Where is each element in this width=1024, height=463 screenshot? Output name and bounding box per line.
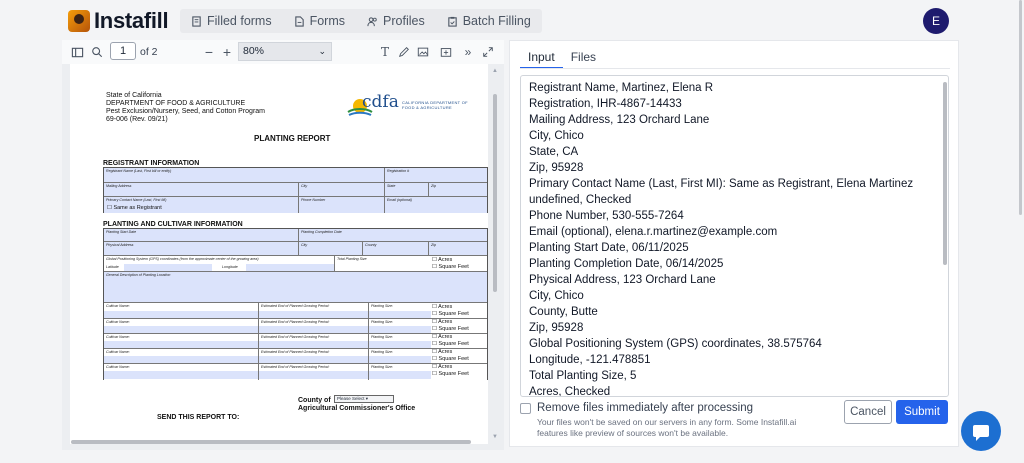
remove-files-option[interactable] [520,402,753,414]
planting-size-input[interactable] [369,356,431,363]
acres-checkbox[interactable]: ☐ Acres [432,304,453,310]
horizontal-scrollbar[interactable] [71,440,471,444]
registrant-form [103,167,488,213]
zoom-select[interactable] [238,42,332,61]
longitude-input[interactable] [246,264,334,271]
field-label: Global Positioning System (GPS) coordinates (from the approximate center of the growing area) [106,257,259,261]
input-lines [529,80,929,397]
growing-period-input[interactable] [259,311,369,318]
field-label: General Description of Planting Location [106,273,171,277]
nav-tab-forms[interactable] [283,9,356,33]
square-feet-checkbox[interactable]: ☐ Square Feet [432,371,469,377]
doc-header-line: Pest Exclusion/Nursery, Seed, and Cotton Program [106,108,266,115]
input-line: Email (optional), elena.r.martinez@example.com [529,226,778,238]
registration-cell[interactable]: Registration # [384,168,385,182]
nav-tab-label: Forms [309,14,346,28]
planting-size-input[interactable] [369,341,431,348]
more-tools-icon[interactable]: » [464,45,472,59]
input-line: Primary Contact Name (Last, First MI): Same as Registrant, Elena Martinez [529,178,914,190]
completion-cell[interactable]: Planting Completion Date [298,229,299,241]
text-tool-icon[interactable]: T [380,45,389,59]
form-row [104,168,487,183]
submit-button[interactable]: Submit [896,400,948,424]
input-line: Phone Number, 530-555-7264 [529,210,684,222]
cultivar-row: Cultivar Name: Estimated End of Planned Growing Period: Planting Size: ☐ Acres ☐ Square Feet [104,334,487,349]
chat-button[interactable] [961,411,1001,451]
add-page-icon[interactable] [439,45,453,59]
square-feet-checkbox[interactable]: ☐ Square Feet [432,264,469,270]
square-feet-checkbox[interactable]: ☐ Square Feet [432,311,469,317]
square-feet-checkbox[interactable]: ☐ Square Feet [432,341,469,347]
planting-size-input[interactable] [369,311,431,318]
cultivar-row: Cultivar Name: Estimated End of Planned Growing Period: Planting Size: ☐ Acres ☐ Square Feet [104,303,487,319]
cultivar-input[interactable] [104,311,258,318]
county-select[interactable]: Please Select ▾ [334,395,394,403]
cultivar-input[interactable] [104,341,258,348]
square-feet-checkbox[interactable]: ☐ Square Feet [432,356,469,362]
form-row [104,229,487,242]
cdfa-logo-sub: CALIFORNIA DEPARTMENT OF FOOD & AGRICULTURE [402,100,468,110]
sidebar-toggle-icon[interactable] [70,45,84,59]
nav-tab-label: Profiles [383,14,425,28]
zip-cell[interactable]: Zip [428,183,429,196]
growing-period-input[interactable] [259,356,369,363]
page-scrollbar[interactable] [1019,0,1022,215]
acres-checkbox[interactable]: ☐ Acres [432,349,453,355]
tab-files[interactable]: Files [570,50,597,64]
zip-cell[interactable]: Zip [428,242,429,255]
nav-tab-label: Filled forms [207,14,272,28]
input-line: Global Positioning System (GPS) coordinates, 38.575764 [529,338,822,350]
input-line: Registration, IHR-4867-14433 [529,98,682,110]
send-to-label: SEND THIS REPORT TO: [157,414,240,421]
cancel-button[interactable]: Cancel [844,400,892,424]
nav-tab-batch-filling[interactable] [436,9,542,33]
input-line: Physical Address, 123 Orchard Lane [529,274,716,286]
input-line: undefined, Checked [529,194,632,206]
search-icon[interactable] [90,45,104,59]
city-cell[interactable]: City [298,183,299,196]
scroll-down-icon[interactable]: ▼ [492,434,498,440]
state-cell[interactable]: State [384,183,385,196]
remove-files-checkbox[interactable] [520,403,531,414]
cultivar-input[interactable] [104,371,258,379]
pdf-page [70,64,488,444]
app-logo[interactable] [68,8,168,34]
form-row [104,197,487,213]
page-number-input[interactable]: 1 [110,42,136,60]
vertical-scrollbar[interactable] [493,94,497,450]
county-label: County of [298,397,331,404]
growing-period-input[interactable] [259,371,369,379]
clipboard-icon [447,16,458,27]
tab-input[interactable]: Input [520,47,563,69]
acres-checkbox[interactable]: ☐ Acres [432,364,453,370]
draw-icon[interactable] [397,45,411,59]
field-label: Planting Start Date [106,230,137,234]
doc-header-line: State of California [106,92,162,99]
field-label: Longitude [222,265,238,269]
growing-period-input[interactable] [259,341,369,348]
form-row [104,256,487,272]
tab-divider [520,68,950,69]
document-area[interactable] [62,64,504,450]
field-label: Registrant Name (Last, First bill or entity) [106,169,172,173]
square-feet-checkbox[interactable]: ☐ Square Feet [432,326,469,332]
remove-files-label: Remove files immediately after processing [537,402,754,414]
nav-tab-profiles[interactable] [356,9,436,33]
planting-form [103,228,488,380]
city-cell[interactable]: City [298,242,299,255]
county-cell[interactable]: County [362,242,363,255]
form-row [104,242,487,256]
scroll-thumb[interactable] [493,94,497,292]
input-line: Planting Completion Date, 06/14/2025 [529,258,724,270]
input-textarea[interactable] [520,75,949,397]
fullscreen-icon[interactable] [481,45,495,59]
panel-tabs [520,47,604,69]
file-icon [294,16,305,27]
cultivar-input[interactable] [104,326,258,333]
main-nav [180,9,542,33]
section-registrant: REGISTRANT INFORMATION [103,160,200,167]
zoom-in-icon[interactable]: + [222,44,232,60]
user-avatar[interactable]: E [923,8,949,34]
total-size-cell[interactable]: Total Planting Size [334,256,335,271]
cultivar-row: Cultivar Name: Estimated End of Planned Growing Period: Planting Size: ☐ Acres ☐ Square Feet [104,364,487,380]
input-line: Registrant Name, Martinez, Elena R [529,82,714,94]
input-line: Mailing Address, 123 Orchard Lane [529,114,710,126]
cultivar-row: Cultivar Name: Estimated End of Planned Growing Period: Planting Size: ☐ Acres ☐ Square Feet [104,349,487,364]
input-line: County, Butte [529,306,598,318]
cultivar-input[interactable] [104,356,258,363]
textarea-scrollbar[interactable] [943,82,947,265]
input-line: State, CA [529,146,579,158]
same-as-registrant-checkbox[interactable]: ☐ Same as Registrant [107,205,162,211]
app-name: Instafill [94,8,169,33]
field-label: Primary Contact Name (Last, First MI) [106,198,167,202]
acres-checkbox[interactable]: ☐ Acres [432,257,453,263]
chat-icon [973,425,989,437]
image-icon[interactable] [416,45,430,59]
cultivar-row: Cultivar Name: Estimated End of Planned Growing Period: Planting Size: ☐ Acres ☐ Square Feet [104,319,487,334]
zoom-out-icon[interactable]: − [204,44,214,60]
doc-title: PLANTING REPORT [254,134,331,143]
zoom-value: 80% [243,45,265,57]
commissioner-label: Agricultural Commissioner's Office [298,405,416,412]
latitude-input[interactable] [124,264,212,271]
pdf-viewer [62,40,504,450]
document-icon [191,16,202,27]
input-line: Longitude, -121.478851 [529,354,651,366]
phone-cell[interactable]: Phone Number [298,197,299,213]
cdfa-logo-text: cdfa [362,92,399,112]
form-row [104,183,487,197]
field-label: Latitude [106,265,119,269]
page-total: of 2 [140,46,158,58]
pdf-toolbar [62,40,504,64]
remove-files-note: Your files won't be saved on our servers in any form. Some Instafill.ai features like preview of sources won't be available. [537,417,797,438]
form-row[interactable] [104,272,487,303]
field-label: Physical Address [106,243,134,247]
input-line: City, Chico [529,290,584,302]
input-line: Acres, Checked [529,386,611,397]
field-label: Mailing Address [106,184,132,188]
nav-tab-filled-forms[interactable] [180,9,283,33]
planting-size-input[interactable] [369,326,431,333]
input-line: City, Chico [529,130,584,142]
doc-header-line: DEPARTMENT OF FOOD & AGRICULTURE [106,100,246,107]
input-line: Zip, 95928 [529,162,584,174]
planting-size-input[interactable] [369,371,431,379]
input-line: Planting Start Date, 06/11/2025 [529,242,689,254]
scroll-up-icon[interactable]: ▲ [492,68,498,74]
email-cell[interactable]: Email (optional) [384,197,385,213]
input-panel [509,40,959,447]
input-line: Total Planting Size, 5 [529,370,637,382]
growing-period-input[interactable] [259,326,369,333]
input-line: Zip, 95928 [529,322,584,334]
users-icon [367,16,378,27]
doc-header-line: 69-006 (Rev. 09/21) [106,116,168,123]
acres-checkbox[interactable]: ☐ Acres [432,319,453,325]
acres-checkbox[interactable]: ☐ Acres [432,334,453,340]
nav-tab-label: Batch Filling [462,14,531,28]
logo-icon [68,10,90,32]
top-bar [0,0,1024,40]
chevron-down-icon: ⌄ [318,46,326,56]
section-planting: PLANTING AND CULTIVAR INFORMATION [103,221,243,228]
